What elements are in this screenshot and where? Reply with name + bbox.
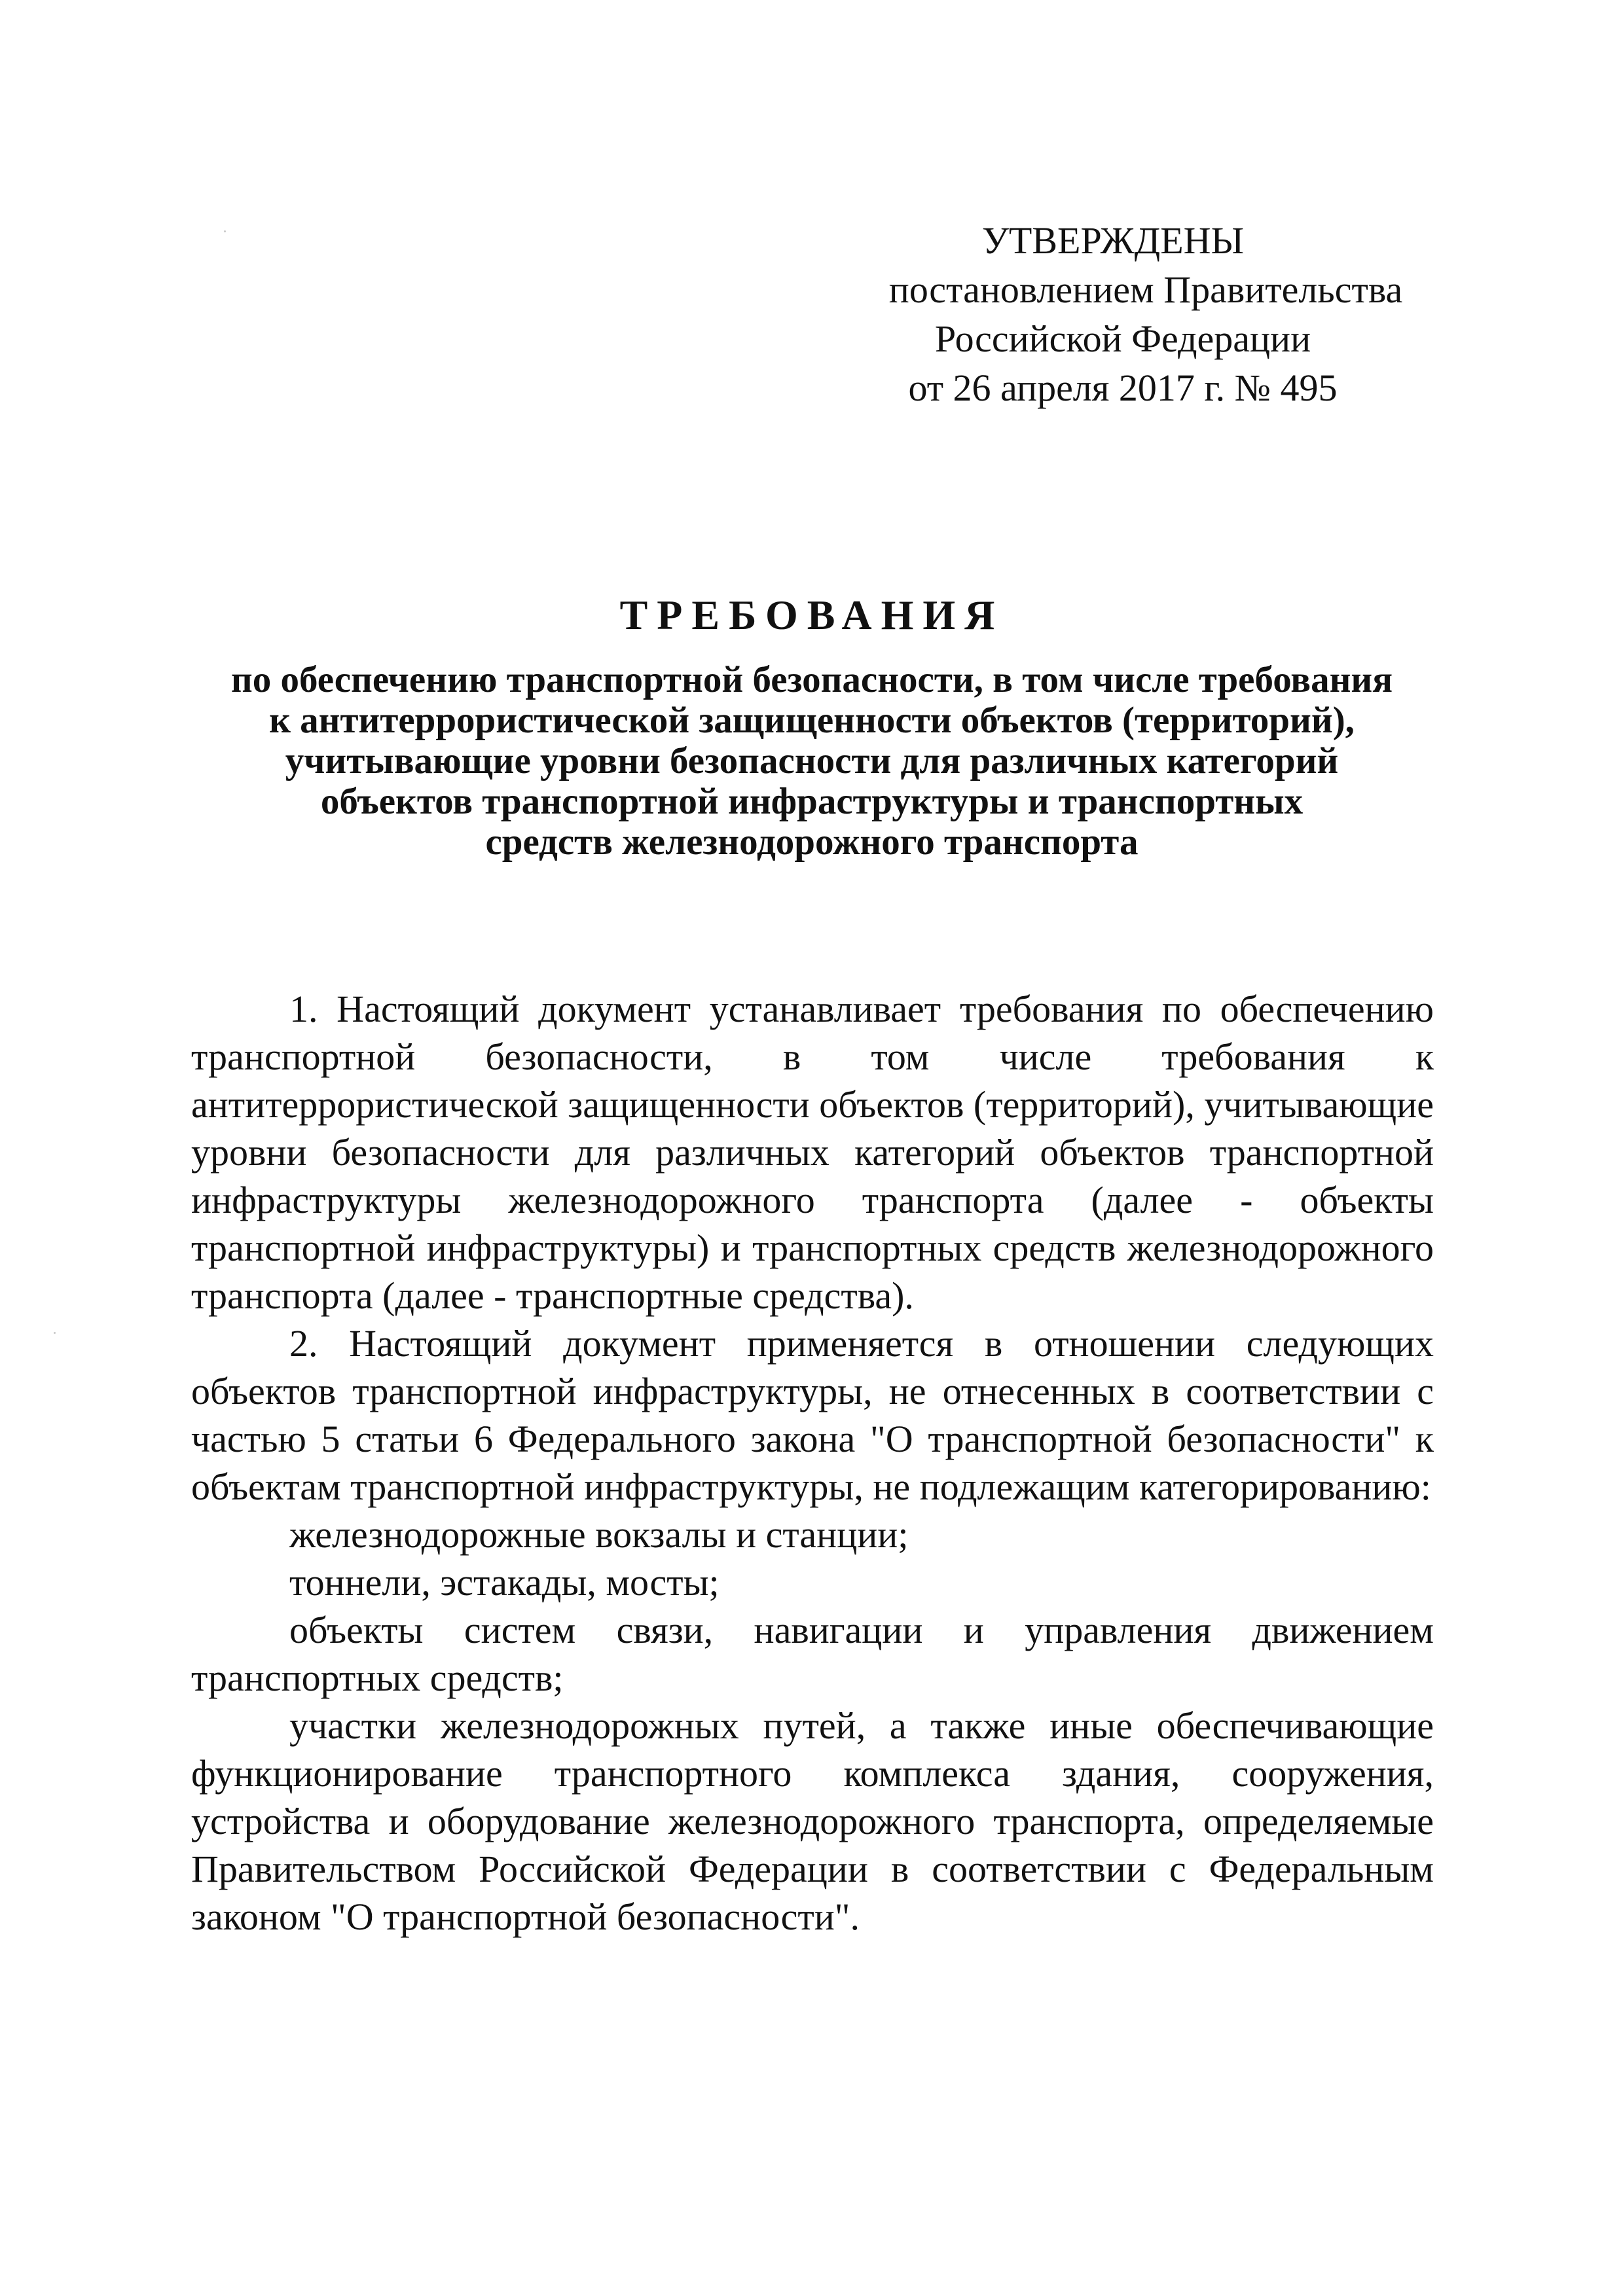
approval-date-number: от 26 апреля 2017 г. № 495 (908, 367, 1338, 409)
subtitle-line: средств железнодорожного транспорта (485, 821, 1139, 863)
document-title: ТРЕБОВАНИЯ (619, 592, 1004, 638)
approval-government: Российской Федерации (934, 317, 1311, 360)
list-item: железнодорожные вокзалы и станции; (289, 1513, 909, 1556)
list-item: объекты систем связи, навигации и управления движением транспортных средств; (191, 1609, 1434, 1699)
subtitle-line: учитывающие уровни безопасности для различных категорий (285, 740, 1339, 781)
document-subtitle (151, 660, 1473, 863)
document-body (191, 985, 1434, 1941)
approval-stamp-block (831, 216, 1460, 412)
approval-heading: УТВЕРЖДЕНЫ (981, 219, 1245, 262)
paragraph-1: 1. Настоящий документ устанавливает требования по обеспечению транспортной безопасности, в том числе требования к антитеррористической защищенности объектов (территорий), учитывающие уровни безопасности для различных категорий объектов транспортной инфраструктуры железнодорожного транспорта (далее - объекты транспортной инфраструктуры) и транспортных средств железнодорожного транспорта (далее - транспортные средства). (191, 988, 1434, 1317)
list-item: тоннели, эстакады, мосты; (289, 1561, 720, 1604)
paragraph-2: 2. Настоящий документ применяется в отношении следующих объектов транспортной инфраструктуры, не отнесенных в соответствии с частью 5 статьи 6 Федерального закона "О транспортной безопасности" к объектам транспортной инфраструктуры, не подлежащим категорированию: (191, 1322, 1434, 1508)
list-item: участки железнодорожных путей, а также иные обеспечивающие функционирование транспортного комплекса здания, сооружения, устройства и оборудование железнодорожного транспорта, определяемые Правительством Российской Федерации в соответствии с Федеральным законом "О транспортной безопасности". (191, 1704, 1434, 1938)
scan-speck (54, 1332, 56, 1334)
scan-speck (224, 230, 226, 232)
subtitle-line: по обеспечению транспортной безопасности, в том числе требования (230, 659, 1393, 700)
subtitle-line: к антитеррористической защищенности объектов (территорий), (269, 700, 1355, 741)
subtitle-line: объектов транспортной инфраструктуры и транспортных (320, 781, 1304, 822)
approval-issuer: постановлением Правительства (888, 268, 1403, 311)
document-title-block (151, 589, 1473, 863)
